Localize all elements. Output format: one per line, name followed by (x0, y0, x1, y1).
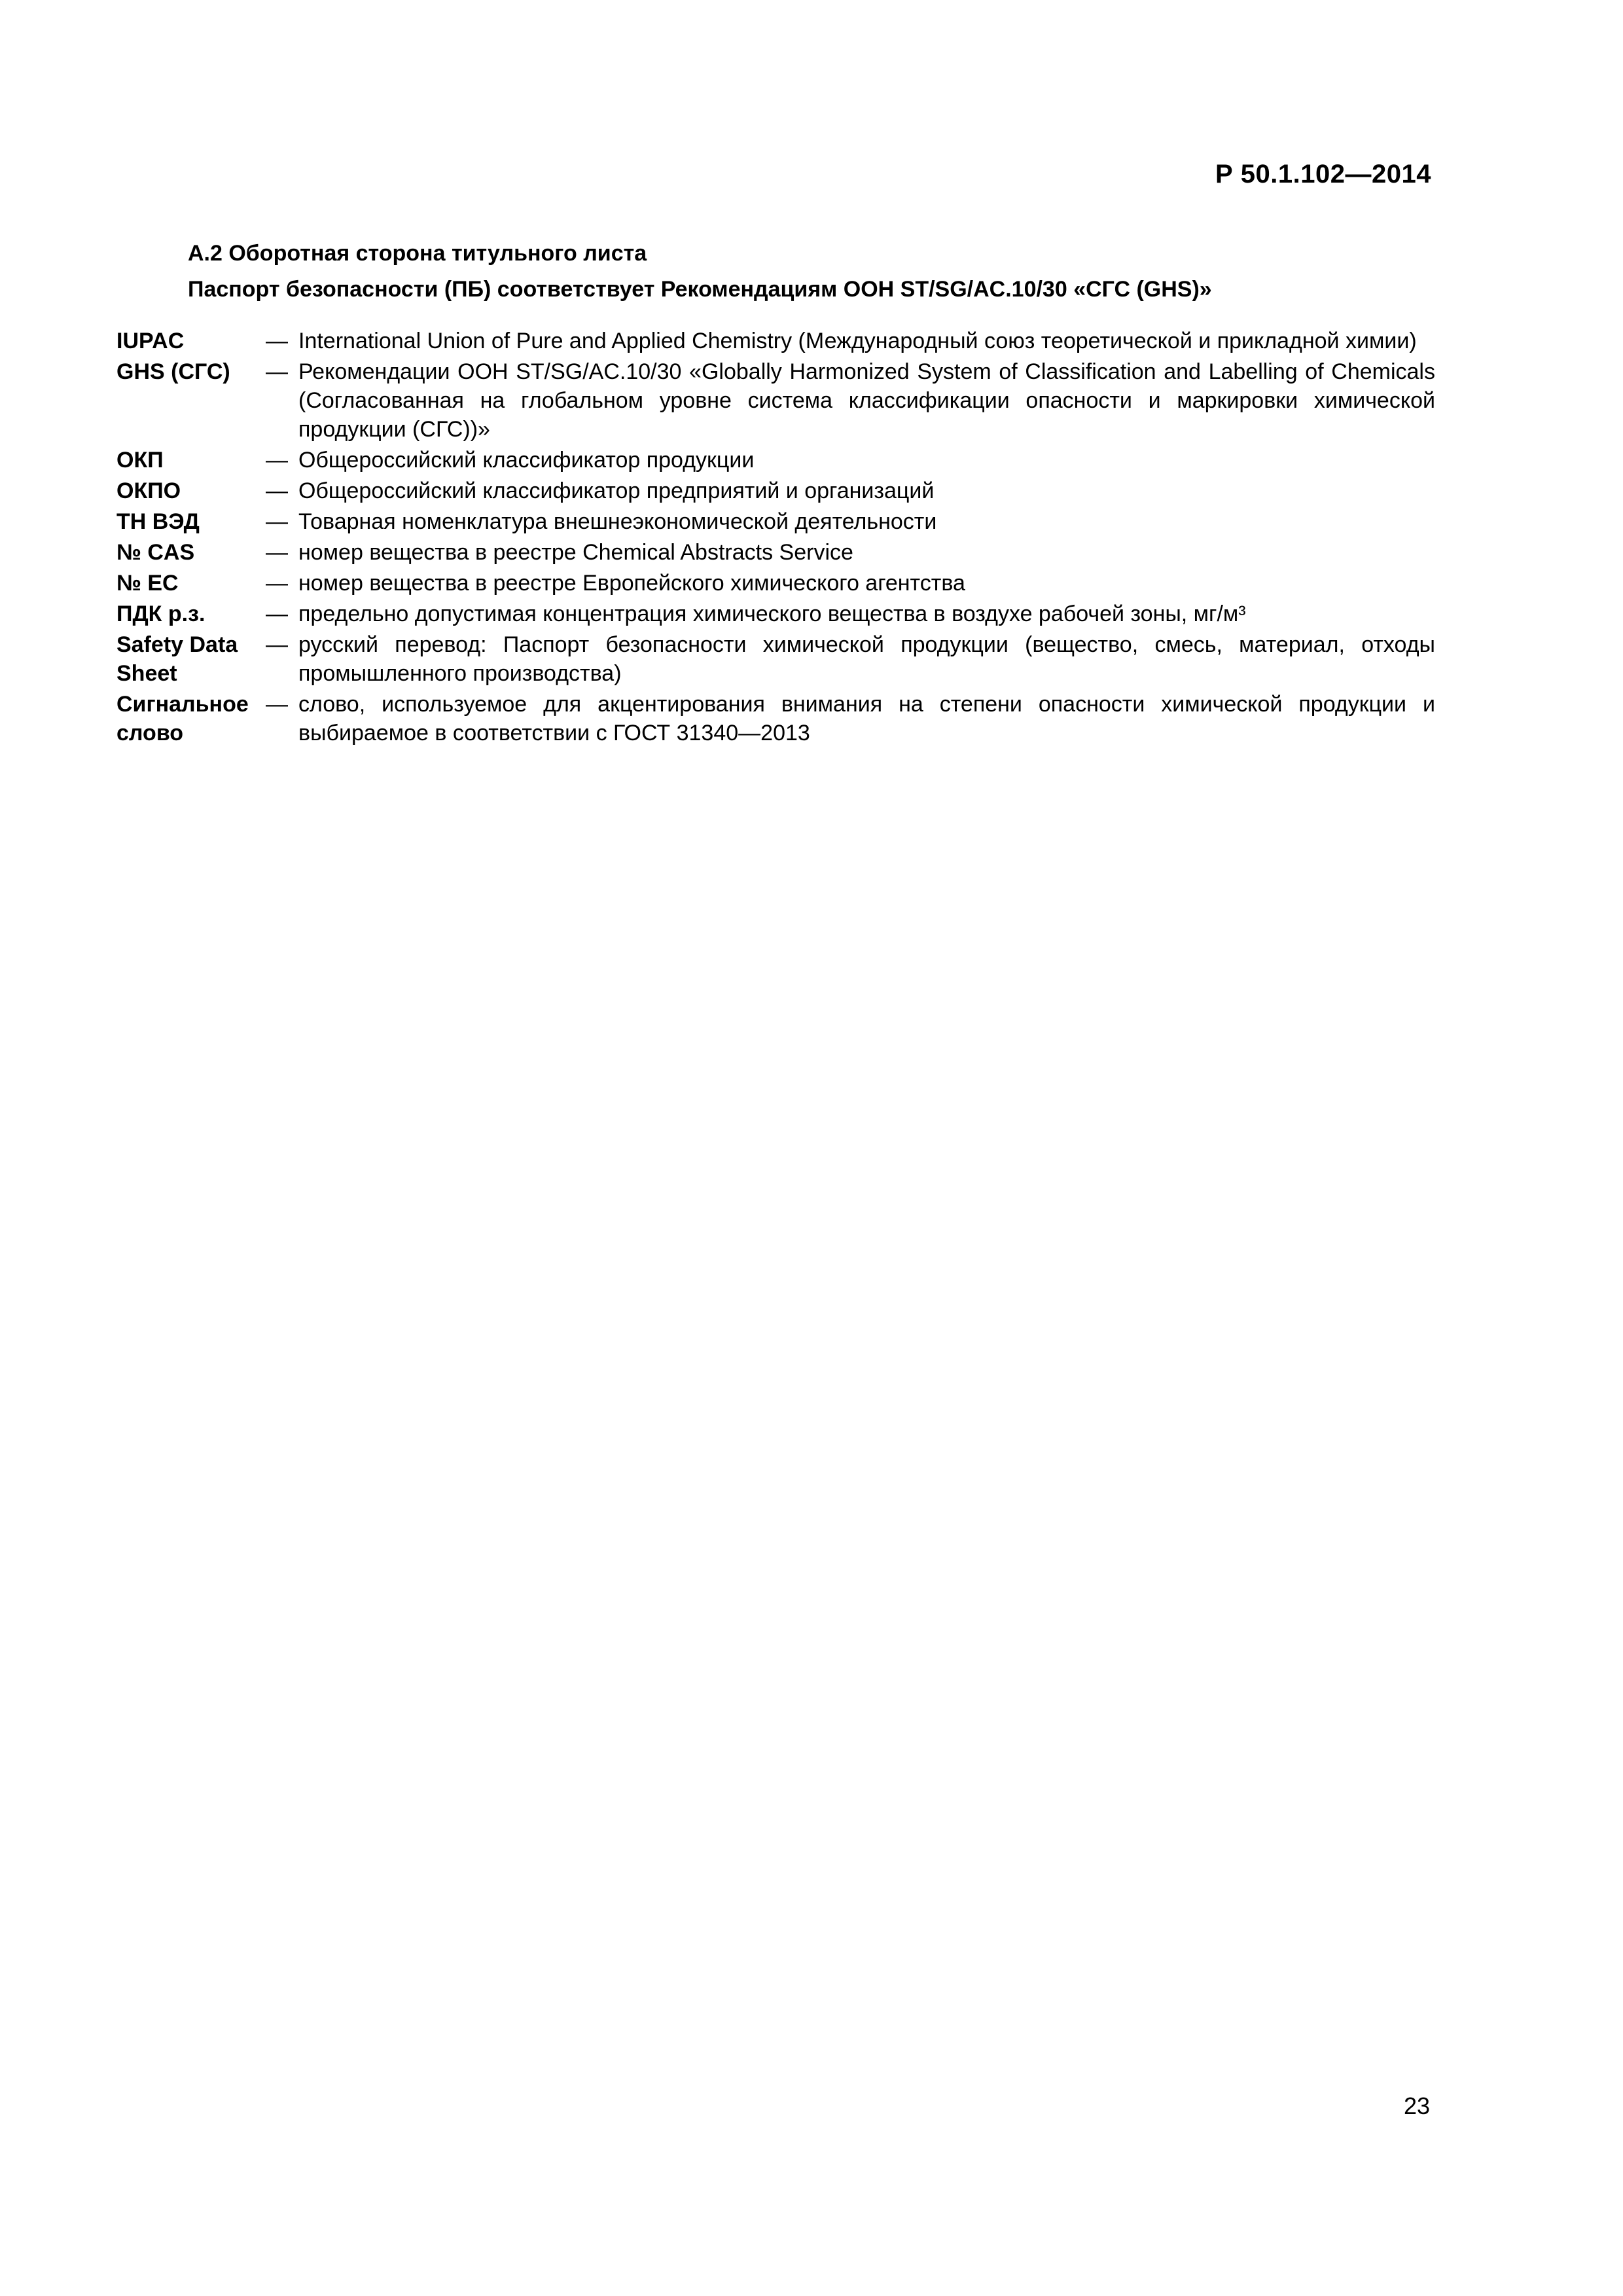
term-dash: — (266, 540, 288, 565)
term-dash: — (266, 692, 288, 717)
term-abbreviation: ТН ВЭД (116, 509, 200, 534)
term-abbreviation: Сигнальное слово (116, 692, 249, 745)
term-dash: — (266, 632, 288, 657)
document-code: Р 50.1.102—2014 (1215, 160, 1431, 188)
term-row (116, 690, 1435, 747)
term-row (116, 327, 1435, 355)
term-row (116, 600, 1435, 628)
term-row (116, 630, 1435, 688)
term-dash: — (266, 571, 288, 596)
term-abbreviation: ПДК р.з. (116, 601, 205, 626)
section-title: А.2 Оборотная сторона титульного листа (188, 241, 647, 266)
page-number: 23 (1403, 2092, 1430, 2119)
term-row (116, 357, 1435, 444)
term-row (116, 446, 1435, 475)
term-abbreviation: ОКПО (116, 478, 181, 503)
term-definition: слово, используемое для акцентирования внимания на степени опасности химической продукции и выбираемое в соответствии с ГОСТ 31340—2013 (298, 692, 1435, 745)
term-dash: — (266, 478, 288, 503)
term-definition: Рекомендации ООН ST/SG/AC.10/30 «Globally Harmonized System of Classification and Labelling of Chemicals (Согласованная на глобальном уровне система классификации опасности и маркировки химической продукции (СГС))» (298, 359, 1435, 442)
term-abbreviation: IUPAC (116, 329, 185, 353)
term-dash: — (266, 509, 288, 534)
term-row (116, 507, 1435, 536)
term-dash: — (266, 329, 288, 353)
term-definition: русский перевод: Паспорт безопасности химической продукции (вещество, смесь, материал, отходы промышленного производства) (298, 632, 1435, 686)
term-definition: номер вещества в реестре Chemical Abstracts Service (298, 540, 853, 565)
term-abbreviation: GHS (СГС) (116, 359, 230, 384)
term-definition: предельно допустимая концентрация химического вещества в воздухе рабочей зоны, мг/м³ (298, 601, 1246, 626)
term-dash: — (266, 448, 288, 473)
section-subtitle: Паспорт безопасности (ПБ) соответствует Рекомендациям ООН ST/SG/AC.10/30 «СГС (GHS)» (188, 277, 1212, 302)
term-definition: Товарная номенклатура внешнеэкономической деятельности (298, 509, 937, 534)
term-definition: Общероссийский классификатор продукции (298, 448, 755, 473)
term-abbreviation: ОКП (116, 448, 164, 473)
abbreviation-list (116, 327, 1435, 749)
term-dash: — (266, 359, 288, 384)
term-row (116, 476, 1435, 505)
term-definition: International Union of Pure and Applied Chemistry (Международный союз теоретической и прикладной химии) (298, 329, 1417, 353)
term-abbreviation: Safety Data Sheet (116, 632, 238, 686)
term-definition: Общероссийский классификатор предприятий и организаций (298, 478, 935, 503)
term-abbreviation: № CAS (116, 540, 195, 565)
term-row (116, 538, 1435, 567)
term-abbreviation: № EC (116, 571, 179, 596)
term-row (116, 569, 1435, 598)
term-dash: — (266, 601, 288, 626)
term-definition: номер вещества в реестре Европейского химического агентства (298, 571, 965, 596)
